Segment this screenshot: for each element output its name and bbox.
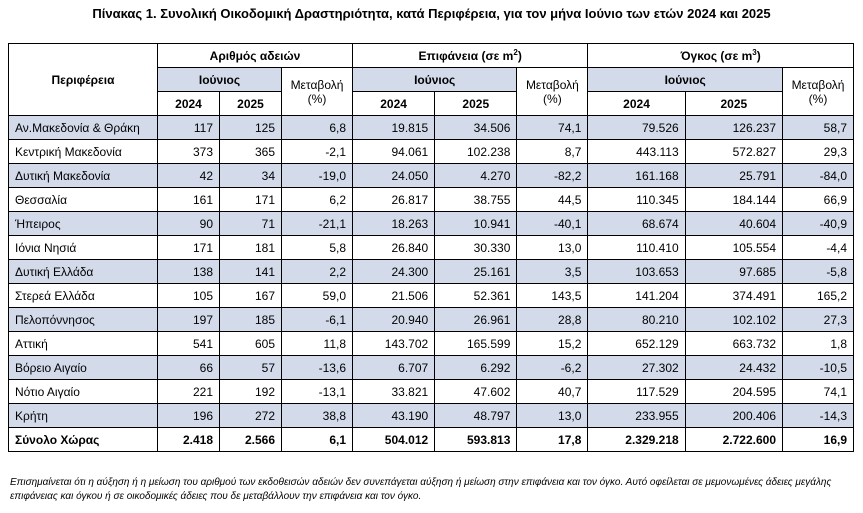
cell-p24: 66 <box>158 356 220 380</box>
cell-vc: 66,9 <box>783 188 854 212</box>
cell-a24: 24.050 <box>353 164 435 188</box>
header-volume-change: Μεταβολή (%) <box>783 68 854 116</box>
cell-v24: 103.653 <box>588 260 685 284</box>
cell-a24: 26.817 <box>353 188 435 212</box>
cell-pc: -19,0 <box>282 164 353 188</box>
cell-p24: 221 <box>158 380 220 404</box>
cell-v25: 2.722.600 <box>685 428 782 452</box>
cell-a25: 34.506 <box>435 116 517 140</box>
header-area-month: Ιούνιος <box>353 68 517 92</box>
header-permits-month: Ιούνιος <box>158 68 282 92</box>
cell-v25: 374.491 <box>685 284 782 308</box>
cell-a24: 6.707 <box>353 356 435 380</box>
cell-a25: 102.238 <box>435 140 517 164</box>
cell-v24: 652.129 <box>588 332 685 356</box>
cell-ac: -6,2 <box>517 356 588 380</box>
table-row <box>9 332 854 356</box>
table-row <box>9 308 854 332</box>
header-permits: Αριθμός αδειών <box>158 44 353 68</box>
cell-v25: 25.791 <box>685 164 782 188</box>
cell-p25: 125 <box>220 116 282 140</box>
cell-v24: 79.526 <box>588 116 685 140</box>
cell-p25: 167 <box>220 284 282 308</box>
cell-ac: 13,0 <box>517 236 588 260</box>
region-name: Ιόνια Νησιά <box>9 236 158 260</box>
header-volume-month: Ιούνιος <box>588 68 783 92</box>
cell-p25: 2.566 <box>220 428 282 452</box>
table-body <box>9 116 854 452</box>
cell-v24: 110.345 <box>588 188 685 212</box>
cell-p25: 34 <box>220 164 282 188</box>
table-row <box>9 284 854 308</box>
header-area-change: Μεταβολή (%) <box>517 68 588 116</box>
cell-a24: 21.506 <box>353 284 435 308</box>
cell-pc: 38,8 <box>282 404 353 428</box>
region-name: Θεσσαλία <box>9 188 158 212</box>
cell-v25: 572.827 <box>685 140 782 164</box>
cell-p25: 185 <box>220 308 282 332</box>
cell-v25: 24.432 <box>685 356 782 380</box>
table-row <box>9 140 854 164</box>
cell-vc: 27,3 <box>783 308 854 332</box>
cell-v24: 443.113 <box>588 140 685 164</box>
cell-a24: 33.821 <box>353 380 435 404</box>
cell-pc: 6,1 <box>282 428 353 452</box>
cell-ac: 143,5 <box>517 284 588 308</box>
construction-table <box>8 43 854 452</box>
cell-vc: 1,8 <box>783 332 854 356</box>
cell-pc: -13,1 <box>282 380 353 404</box>
cell-p25: 272 <box>220 404 282 428</box>
header-year-2024: 2024 <box>588 92 685 116</box>
cell-vc: 165,2 <box>783 284 854 308</box>
cell-vc: -40,9 <box>783 212 854 236</box>
header-year-2024: 2024 <box>158 92 220 116</box>
cell-ac: 40,7 <box>517 380 588 404</box>
footnote: Επισημαίνεται ότι η αύξηση ή η μείωση του αριθμού των εκδοθεισών αδειών δεν συνεπάγεται αύξηση ή μείωση στην επιφάνεια και τον όγκο. Αυτό οφείλεται σε μεμονωμένες άδειες μεγάλης επιφάνειας και όγκου ή σε οικοδομικές άδειες που δε μεταβάλλουν την επιφάνεια και τον όγκο. <box>10 477 832 502</box>
header-year-2025: 2025 <box>220 92 282 116</box>
cell-v25: 200.406 <box>685 404 782 428</box>
region-name: Αττική <box>9 332 158 356</box>
region-name: Κρήτη <box>9 404 158 428</box>
cell-ac: 17,8 <box>517 428 588 452</box>
cell-p25: 181 <box>220 236 282 260</box>
cell-ac: -40,1 <box>517 212 588 236</box>
total-row <box>9 428 854 452</box>
cell-vc: -14,3 <box>783 404 854 428</box>
cell-a24: 19.815 <box>353 116 435 140</box>
cell-pc: -13,6 <box>282 356 353 380</box>
region-name: Στερεά Ελλάδα <box>9 284 158 308</box>
cell-ac: 3,5 <box>517 260 588 284</box>
cell-a25: 38.755 <box>435 188 517 212</box>
cell-v24: 161.168 <box>588 164 685 188</box>
cell-p24: 541 <box>158 332 220 356</box>
cell-v25: 663.732 <box>685 332 782 356</box>
cell-v24: 68.674 <box>588 212 685 236</box>
cell-a25: 47.602 <box>435 380 517 404</box>
cell-v25: 204.595 <box>685 380 782 404</box>
cell-pc: -21,1 <box>282 212 353 236</box>
cell-a25: 593.813 <box>435 428 517 452</box>
cell-a24: 20.940 <box>353 308 435 332</box>
cell-vc: 29,3 <box>783 140 854 164</box>
cell-a24: 43.190 <box>353 404 435 428</box>
cell-pc: 59,0 <box>282 284 353 308</box>
cell-vc: -4,4 <box>783 236 854 260</box>
cell-p25: 605 <box>220 332 282 356</box>
cell-a24: 143.702 <box>353 332 435 356</box>
cell-ac: 15,2 <box>517 332 588 356</box>
cell-v25: 102.102 <box>685 308 782 332</box>
cell-vc: 58,7 <box>783 116 854 140</box>
cell-pc: 2,2 <box>282 260 353 284</box>
cell-v25: 126.237 <box>685 116 782 140</box>
region-name: Κεντρική Μακεδονία <box>9 140 158 164</box>
table-row <box>9 116 854 140</box>
cell-p24: 161 <box>158 188 220 212</box>
cell-a25: 48.797 <box>435 404 517 428</box>
table-row <box>9 356 854 380</box>
cell-v24: 110.410 <box>588 236 685 260</box>
cell-a24: 94.061 <box>353 140 435 164</box>
region-name: Νότιο Αιγαίο <box>9 380 158 404</box>
cell-pc: 6,8 <box>282 116 353 140</box>
cell-p24: 90 <box>158 212 220 236</box>
cell-p24: 117 <box>158 116 220 140</box>
cell-pc: 11,8 <box>282 332 353 356</box>
table-row <box>9 188 854 212</box>
cell-vc: 74,1 <box>783 380 854 404</box>
cell-p24: 373 <box>158 140 220 164</box>
header-region: Περιφέρεια <box>9 44 158 116</box>
cell-a25: 25.161 <box>435 260 517 284</box>
cell-p25: 171 <box>220 188 282 212</box>
region-name: Αν.Μακεδονία & Θράκη <box>9 116 158 140</box>
cell-p24: 138 <box>158 260 220 284</box>
cell-a25: 30.330 <box>435 236 517 260</box>
cell-v24: 80.210 <box>588 308 685 332</box>
cell-v25: 97.685 <box>685 260 782 284</box>
cell-ac: -82,2 <box>517 164 588 188</box>
region-name: Σύνολο Χώρας <box>9 428 158 452</box>
cell-v24: 117.529 <box>588 380 685 404</box>
cell-v24: 2.329.218 <box>588 428 685 452</box>
header-year-2024: 2024 <box>353 92 435 116</box>
cell-v24: 27.302 <box>588 356 685 380</box>
cell-vc: 16,9 <box>783 428 854 452</box>
table-row <box>9 260 854 284</box>
cell-p24: 197 <box>158 308 220 332</box>
cell-ac: 13,0 <box>517 404 588 428</box>
header-volume: Όγκος (σε $m^3$) <box>588 44 854 68</box>
region-name: Βόρειο Αιγαίο <box>9 356 158 380</box>
cell-vc: -84,0 <box>783 164 854 188</box>
cell-a24: 26.840 <box>353 236 435 260</box>
cell-ac: 44,5 <box>517 188 588 212</box>
cell-a25: 6.292 <box>435 356 517 380</box>
cell-v24: 233.955 <box>588 404 685 428</box>
cell-ac: 74,1 <box>517 116 588 140</box>
cell-a25: 52.361 <box>435 284 517 308</box>
table-row <box>9 380 854 404</box>
cell-v25: 105.554 <box>685 236 782 260</box>
table-row <box>9 236 854 260</box>
cell-vc: -10,5 <box>783 356 854 380</box>
cell-vc: -5,8 <box>783 260 854 284</box>
header-area: Επιφάνεια (σε $m^2$) <box>353 44 588 68</box>
cell-v25: 184.144 <box>685 188 782 212</box>
table-row <box>9 404 854 428</box>
header-year-2025: 2025 <box>435 92 517 116</box>
cell-v25: 40.604 <box>685 212 782 236</box>
cell-p24: 2.418 <box>158 428 220 452</box>
cell-p24: 105 <box>158 284 220 308</box>
cell-p25: 365 <box>220 140 282 164</box>
cell-a24: 18.263 <box>353 212 435 236</box>
cell-pc: -6,1 <box>282 308 353 332</box>
cell-p25: 57 <box>220 356 282 380</box>
region-name: Ήπειρος <box>9 212 158 236</box>
cell-p25: 141 <box>220 260 282 284</box>
cell-p25: 71 <box>220 212 282 236</box>
cell-pc: 6,2 <box>282 188 353 212</box>
table-title: Πίνακας 1. Συνολική Οικοδομική Δραστηριότητα, κατά Περιφέρεια, για τον μήνα Ιούνιο των ετών 2024 και 2025 <box>92 6 771 21</box>
cell-a24: 24.300 <box>353 260 435 284</box>
cell-pc: -2,1 <box>282 140 353 164</box>
cell-ac: 28,8 <box>517 308 588 332</box>
cell-v24: 141.204 <box>588 284 685 308</box>
cell-a24: 504.012 <box>353 428 435 452</box>
cell-p25: 192 <box>220 380 282 404</box>
cell-a25: 10.941 <box>435 212 517 236</box>
cell-p24: 171 <box>158 236 220 260</box>
cell-a25: 165.599 <box>435 332 517 356</box>
region-name: Δυτική Ελλάδα <box>9 260 158 284</box>
table-row <box>9 212 854 236</box>
table-row <box>9 164 854 188</box>
cell-p24: 196 <box>158 404 220 428</box>
header-permits-change: Μεταβολή (%) <box>282 68 353 116</box>
cell-a25: 26.961 <box>435 308 517 332</box>
cell-a25: 4.270 <box>435 164 517 188</box>
region-name: Πελοπόννησος <box>9 308 158 332</box>
cell-ac: 8,7 <box>517 140 588 164</box>
cell-pc: 5,8 <box>282 236 353 260</box>
cell-p24: 42 <box>158 164 220 188</box>
region-name: Δυτική Μακεδονία <box>9 164 158 188</box>
header-year-2025: 2025 <box>685 92 782 116</box>
